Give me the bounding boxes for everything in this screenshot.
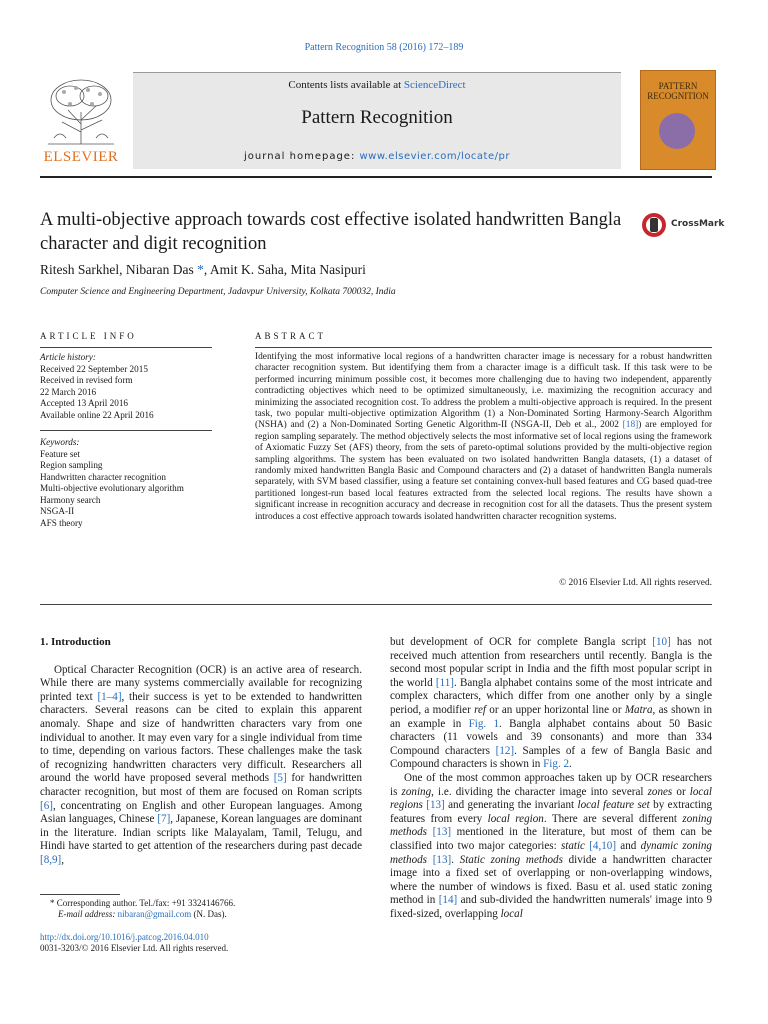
keyword-item: AFS theory (40, 517, 83, 528)
body-text-italic: zoning methods (390, 812, 713, 839)
corresponding-author-marker[interactable]: * (197, 262, 204, 277)
ref-link[interactable]: [1–4] (97, 690, 122, 703)
journal-header-box (133, 72, 621, 169)
contents-prefix: Contents lists available at (288, 79, 404, 91)
article-info-label: ARTICLE INFO (40, 331, 137, 341)
body-text-italic: dynamic zoning methods (390, 839, 712, 866)
crossmark-label: CrossMark (671, 219, 725, 229)
crossmark-icon (641, 212, 667, 238)
ref-link[interactable]: [11] (435, 676, 454, 689)
issn-line: 0031-3203/© 2016 Elsevier Ltd. All rights reserved. (40, 943, 229, 953)
keyword-item: Feature set (40, 448, 81, 459)
body-text: . (451, 853, 460, 866)
keywords-label: Keywords: (40, 437, 80, 447)
body-text: divide a handwritten character image into a fixed set of overlapping or non-overlapping windows, where the number of windows is fixed. Basu et al. used static zoning method in (390, 853, 713, 907)
journal-cover[interactable] (640, 70, 716, 170)
keyword-item: Multi-objective evolutionary algorithm (40, 483, 184, 493)
homepage-prefix: journal homepage: (244, 151, 360, 162)
abstract-text (255, 352, 712, 523)
body-text: has not received much attention from researchers until recently. Bangla is the second most popular script in India and the fifth most popular script in the world (390, 636, 712, 689)
contents-line (133, 79, 621, 91)
body-left-column (40, 636, 362, 868)
ref-link[interactable]: [13] (426, 799, 445, 812)
body-text-italic: zones (647, 785, 673, 798)
affiliation: Computer Science and Engineering Department, Jadavpur University, Kolkata 700032, India (40, 287, 396, 297)
body-text: by extracting features from every (390, 799, 712, 825)
body-text-italic: local region (487, 812, 544, 825)
history-item: Received 22 September 2015 (40, 363, 148, 374)
body-right-column (390, 636, 712, 921)
header-divider (40, 176, 712, 178)
history-item: Accepted 13 April 2016 (40, 398, 129, 408)
body-text: Optical Character Recognition (OCR) is an active area of research. While there are many systems commercially available for recognizing printed text (40, 663, 362, 703)
history-item: Received in revised form (40, 375, 133, 385)
body-text-italic: ref (474, 703, 487, 716)
history-item: 22 March 2016 (40, 386, 97, 397)
authors-rest: , Amit K. Saha, Mita Nasipuri (203, 262, 366, 277)
body-text: and generating the invariant (444, 799, 578, 812)
body-text: One of the most common approaches taken up by OCR researchers is (390, 771, 712, 798)
article-info-divider (40, 347, 212, 348)
abstract-part1: Identifying the most informative local regions of a handwritten character image is necessary for a robust handwritten character recognition system. But identifying them from a character image is a difficult task. If this task were to be performed incurring minimum possible cost, it becomes more challenging due to having two independent, apparently contradicting objectives which need to be optimized simultaneously, i.e. maximizing the recognition accuracy and minimizing the associated recognition cost. To address the problem a multi-objective approach is required. In the present task, two popular multi-objective optimization Algorithm (1) a Non-Dominated Sorting Harmony-Search Algorithm (NSHA) and (2) a Non-Dominated Sorting Genetic Algorithm-II (NSGA-II, Deb et al., 2002 (255, 352, 712, 431)
figure-link[interactable]: Fig. 1 (468, 717, 500, 730)
keyword-item: NSGA-II (40, 506, 75, 516)
abstract-copyright: © 2016 Elsevier Ltd. All rights reserved. (559, 578, 712, 588)
body-text-italic: zoning (401, 785, 432, 798)
cover-emblem-icon (659, 113, 695, 149)
body-text-italic: Static zoning methods (459, 853, 563, 866)
body-text-italic: static (560, 839, 585, 852)
ref-link[interactable]: [8,9] (40, 853, 62, 866)
footnote-corresponding (50, 898, 370, 920)
email-suffix: (N. Das). (191, 909, 227, 919)
body-text-italic: Matra (624, 703, 653, 716)
body-text: , as shown in an example in (390, 703, 713, 730)
body-text: . There are several different (543, 812, 683, 825)
body-text: . Bangla alphabet contains about 50 Basic characters (11 vowels and 39 consonants) and more than 334 Compound characters (390, 717, 712, 757)
ref-link[interactable]: [4,10] (589, 839, 617, 852)
body-paragraph (40, 664, 362, 868)
homepage-link[interactable]: www.elsevier.com/locate/pr (359, 151, 510, 162)
body-paragraph (390, 772, 712, 922)
body-text: or an upper horizontal line or (486, 703, 625, 716)
email-link[interactable]: nibaran@gmail.com (117, 909, 192, 919)
elsevier-logo (40, 74, 122, 166)
ref-link[interactable]: [14] (438, 894, 458, 907)
figure-link[interactable]: Fig. 2 (543, 758, 570, 771)
history-label: Article history: (40, 352, 96, 362)
body-text: or (672, 785, 690, 798)
body-text: , (61, 853, 65, 866)
keywords-divider (40, 430, 212, 431)
sciencedirect-link[interactable]: ScienceDirect (403, 79, 466, 91)
body-text-italic: local feature set (577, 799, 650, 812)
body-text: for handwritten character recognition, but most of them are focused on Roman scripts (40, 772, 362, 798)
abstract-label: ABSTRACT (255, 331, 327, 341)
history-item: Available online 22 April 2016 (40, 409, 154, 420)
keyword-item: Region sampling (40, 460, 103, 470)
abstract-divider (255, 347, 712, 348)
body-paragraph (390, 636, 712, 772)
publisher-name: ELSEVIER (43, 149, 119, 165)
footnote-corresponding-author: * Corresponding author. Tel./fax: +91 3324146766. (50, 898, 236, 908)
body-text-italic: local (500, 907, 523, 920)
body-text: . Bangla alphabet contains some of the most intricate and complex characters, which differ from one another only by a single period, a modifier (390, 676, 712, 716)
cover-title: PATTERN RECOGNITION (647, 81, 709, 101)
article-info (40, 352, 212, 529)
journal-reference[interactable]: Pattern Recognition 58 (2016) 172–189 (304, 42, 464, 53)
abstract-bottom-divider (40, 604, 712, 605)
body-text: , concentrating on English and other European languages. Among Asian languages, Chinese (40, 799, 362, 826)
ref-link[interactable]: [5] (273, 772, 287, 785)
body-text-italic: local regions (390, 785, 712, 812)
homepage-line (133, 151, 621, 162)
authors-first: Ritesh Sarkhel, Nibaran Das (40, 262, 198, 277)
authors (40, 262, 366, 278)
keyword-item: Harmony search (40, 494, 101, 505)
ref-link[interactable]: [13] (432, 826, 452, 839)
footnote-divider (40, 894, 120, 895)
body-text: . (569, 758, 572, 771)
ref-link[interactable]: [6] (40, 799, 53, 812)
ref-link[interactable]: [13] (432, 853, 452, 866)
body-text: and (616, 839, 641, 852)
footnote-email-line (50, 909, 370, 920)
body-text: , their success is yet to be extended to handwritten characters. Several reasons can be cited to explain this apparent anomaly. Shape and size of handwritten characters vary from one individual to another. It may even vary for a single individual from time to time, depending on various factors. These challenges make the task of recognizing handwritten characters very difficult. Researchers all around the world have proposed several methods (40, 690, 362, 785)
doi-link[interactable]: http://dx.doi.org/10.1016/j.patcog.2016.04.010 (40, 932, 209, 942)
ref-link[interactable]: [18] (622, 420, 639, 431)
body-text: . Samples of a few of Bangla Basic and Compound characters is shown in (390, 744, 712, 771)
abstract-part2: ) are employed for region sampling separately. The method objectively selects the most informative set of local regions using the framework of Axiomatic Fuzzy Set (AFS) theory, from the sets of pareto-optimal solutions provided by the multi-objective region sampling algorithms. The system has been evaluated on two isolated handwritten Bangla datasets, (1) a dataset of randomly mixed handwritten Bangla Basic and Compound characters and (2) a dataset of handwritten Bangla numerals separately, with SVM based classifier, using a feature set containing convex-hull based features and CG based quad-tree partitioned longest-run based local features extracted from the selected local regions. The results have shown a significant increase in recognition accuracy and decrease in recognition cost for all the datasets. Thus the present system introduces a cost effective approach towards isolated handwritten character recognition systems. (255, 420, 713, 522)
paper-title: A multi-objective approach towards cost effective isolated handwritten Bangla character and digit recognition (40, 210, 622, 254)
ref-link[interactable]: [12] (495, 744, 515, 757)
body-text: mentioned in the literature, but most of them can be classified into two major categories: (390, 826, 712, 852)
ref-link[interactable]: [10] (652, 636, 671, 648)
crossmark-badge[interactable] (641, 212, 725, 238)
journal-title: Pattern Recognition (301, 107, 453, 128)
ref-link[interactable]: [7] (157, 813, 171, 826)
email-label: E-mail address: (58, 909, 118, 919)
elsevier-tree-icon (40, 74, 122, 148)
body-text: , Japanese, Korean languages are dominant in the literature. Indian scripts like Malayalam, Tamil, Telugu, and Hindi have started to get attention of the researchers during past decade (40, 813, 363, 853)
body-text: and sub-divided the handwritten numerals' image into 9 fixed-sized, overlapping (390, 894, 713, 920)
keyword-item: Handwritten character recognition (40, 471, 167, 482)
footnote-doi-block (40, 932, 380, 954)
section-heading: 1. Introduction (40, 636, 111, 648)
body-text: , i.e. dividing the character image into several (431, 785, 648, 798)
body-text: but development of OCR for complete Bangla script (390, 636, 653, 648)
